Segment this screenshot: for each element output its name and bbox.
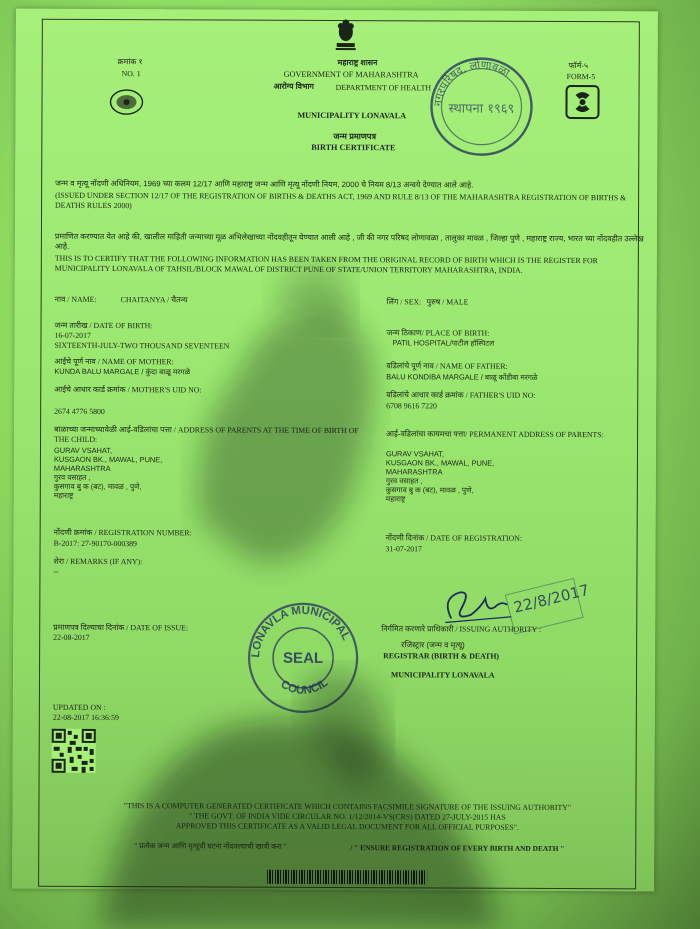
address-at-birth-line: KUSGAON BK., MAWAL, PUNE, — [53, 454, 163, 465]
mother-label: आईचे पूर्ण नाव / NAME OF MOTHER: — [54, 356, 174, 367]
footer-line-2: " THE GOVT. OF INDIA VIDE CIRCULAR NO. 1/12/2014-VS(CRS) DATED 27-JULY-2015 HAS — [189, 811, 506, 822]
issuing-authority-label: निर्गमित करणारे प्राधिकारी / ISSUING AUTHORITY : — [381, 624, 542, 634]
seal-ring-bottom: COUNCIL — [278, 676, 331, 697]
stamp-center-text: स्थापना १९६९ — [448, 101, 515, 117]
date-of-issue-label: प्रमाणपत्र दिल्याचा दिनांक / DATE OF ISSUE: — [53, 622, 189, 633]
seal-ring-top: LONAVLA MUNICIPAL — [249, 604, 352, 658]
barcode-icon — [267, 870, 427, 885]
sex-value: पुरुष / MALE — [426, 297, 469, 307]
date-of-issue-value: 22-08-2017 — [53, 632, 90, 642]
pob-label: जन्म ठिकाण/ PLACE OF BIRTH: — [386, 328, 490, 338]
issued-under-marathi: जन्म व मृत्यू नोंदणी अधिनियम, 1969 च्या कलम 12/17 आणि महाराष्ट्र जन्म आणि मृत्यू नोंदणी नियम, 2000 चे नियम 8/13 अन्वये देण्यात आले आहे. — [55, 178, 474, 190]
name-label: नाव / NAME: — [54, 294, 97, 304]
certify-english: THIS IS TO CERTIFY THAT THE FOLLOWING INFORMATION HAS BEEN TAKEN FROM THE ORIGINAL RECORD OF BIRTH WHICH IS THE REGISTER FOR MUNICIPALITY LONAVALA OF TAHSIL/BLOCK MAWAL OF DISTRICT PUNE OF STATE/UNION TERRITORY MAHARASHTRA, INDIA. — [54, 253, 598, 275]
issued-under-english: (ISSUED UNDER SECTION 12/17 OF THE REGISTRATION OF BIRTHS & DEATHS ACT, 1969 AND RULE 8/13 OF THE MAHARASHTRA REGISTRATION OF BIRTHS & DEATHS RULES 2000) — [55, 190, 627, 210]
registration-number-value: B-2017: 27-90170-000389 — [53, 538, 137, 549]
dob-value: 16-07-2017 — [54, 330, 91, 340]
mother-value: KUNDA BALU MARGALE / कुंदा बाळू मरगळे — [54, 366, 191, 377]
seal-center: SEAL — [283, 649, 324, 667]
sex-label: लिंग / SEX: — [386, 297, 422, 307]
signature-date: 22/8/2017 — [511, 580, 591, 617]
permanent-address-line: कुसगाव बु क (बट), मावळ , पुणे, — [385, 485, 474, 495]
national-emblem-icon — [332, 18, 360, 50]
mother-uid-label: आईचे आधार कार्ड क्रमांक / MOTHER'S UID NO: — [54, 384, 202, 395]
qr-code-icon — [52, 729, 96, 773]
serial-label-marathi: क्रमांक १ — [117, 57, 143, 67]
registrar-marathi: रजिस्ट्रार (जन्म व मृत्यू) — [401, 640, 465, 650]
updated-on-value: 22-08-2017 16:36:59 — [52, 712, 119, 723]
municipal-round-stamp — [427, 54, 535, 158]
registration-date-label: नोंदणी दिनांक / DATE OF REGISTRATION: — [385, 533, 523, 543]
father-uid-label: वडिलांचे आधार कार्ड क्रमांक / FATHER'S UID NO: — [386, 390, 536, 400]
remarks-label: शेरा / REMARKS (IF ANY): — [53, 556, 143, 567]
council-seal — [245, 598, 362, 719]
dob-words: SIXTEENTH-JULY-TWO THOUSAND SEVENTEEN — [54, 340, 230, 351]
dob-label: जन्म तारीख / DATE OF BIRTH: — [54, 320, 153, 331]
form-number-english: FORM-5 — [566, 72, 596, 82]
address-at-birth-line: GURAV VSAHAT, — [53, 445, 113, 456]
footer-line-1: "THIS IS A COMPUTER GENERATED CERTIFICATE WHICH CONTAINS FACSIMILE SIGNATURE OF THE ISSUING AUTHORITY" — [123, 801, 572, 813]
permanent-address-line: गुरव वसाहत , — [385, 476, 423, 486]
address-at-birth-line: MAHARASHTRA — [53, 463, 111, 474]
registration-date-value: 31-07-2017 — [385, 544, 422, 554]
municipality-name: MUNICIPALITY LONAVALA — [297, 110, 407, 121]
permanent-address-label: आई-वडिलांचा कायमचा पत्ता/ PERMANENT ADDRESS OF PARENTS: — [386, 429, 604, 440]
address-at-birth-label: बाळाच्या जन्माच्यावेळी आई-वडिलांचा पत्ता / ADDRESS OF PARENTS AT THE TIME OF BIRTH OF THE CHILD: — [54, 424, 359, 444]
maharashtra-shasan-marathi: महाराष्ट्र शासन — [337, 58, 378, 68]
address-at-birth-line: कुसगाव बु क (बट), मावळ , पुणे, — [53, 481, 142, 492]
registrar-english: REGISTRAR (BIRTH & DEATH) — [383, 651, 500, 661]
registration-number-label: नोंदणी क्रमांक / REGISTRATION NUMBER: — [53, 527, 192, 538]
certify-marathi: प्रमाणित करण्यात येत आहे की, खालील माहिती जन्माच्या मूळ अभिलेखाच्या नोंदवहीतून घेण्यात आली आहे , जी की नगर परिषद लोणावळा , तालुका मावळ , जिल्हा पुणे , महाराष्ट्र राज्य, भारत च्या नोंदवहीत उल्लेख आहे. — [54, 231, 644, 251]
remarks-value: -- — [53, 566, 59, 576]
arogya-vibhag-marathi: आरोग्य विभाग — [273, 81, 314, 91]
footer-slogan-marathi: " प्रत्येक जन्म आणि मृत्यूची घटना नोंदवल्याची खात्री करा " — [134, 841, 287, 851]
registrar-municipality: MUNICIPALITY LONAVALA — [391, 670, 495, 680]
certificate-sheet — [12, 9, 658, 892]
pob-value: PATIL HOSPITAL/पाटील हॉस्पिटल — [392, 338, 495, 348]
address-at-birth-line: महाराष्ट्र — [53, 490, 74, 500]
father-value: BALU KONDIBA MARGALE / बाळू कोंडीबा मरगळे — [386, 372, 538, 382]
registration-logo-icon — [565, 85, 599, 119]
permanent-address-line: GURAV VSAHAT, — [385, 449, 445, 459]
father-label: वडिलांचे पूर्ण नाव / NAME OF FATHER: — [386, 361, 508, 371]
updated-on-label: UPDATED ON : — [52, 702, 106, 713]
permanent-address-line: MAHARASHTRA — [385, 467, 443, 477]
mother-uid-value: 2674 4776 5800 — [54, 406, 105, 416]
certificate-title-english: BIRTH CERTIFICATE — [311, 142, 396, 153]
footer-line-3: APPROVED THIS CERTIFICATE AS A VALID LEGAL DOCUMENT FOR ALL OFFICIAL PURPOSES". — [175, 821, 519, 832]
permanent-address-line: महाराष्ट्र — [385, 494, 406, 504]
address-at-birth-line: गुरव वसाहत , — [53, 472, 91, 482]
footer-slogan-english: / " ENSURE REGISTRATION OF EVERY BIRTH AND DEATH " — [350, 843, 565, 854]
father-uid-value: 6708 9616 7220 — [386, 401, 437, 411]
permanent-address-line: KUSGAON BK., MAWAL, PUNE, — [385, 458, 495, 468]
form-number-marathi: फॉर्म-५ — [568, 61, 589, 71]
stamp-ring-text: नगरपरिषद, लोणावळा — [431, 58, 512, 107]
department-of-health: DEPARTMENT OF HEALTH — [335, 82, 432, 93]
government-of-maharashtra: GOVERNMENT OF MAHARASHTRA — [283, 69, 419, 80]
municipal-crest-icon — [107, 87, 145, 117]
svg-text:नगरपरिषद, लोणावळा — [431, 58, 512, 107]
svg-text:COUNCIL — [278, 677, 330, 697]
name-value: CHAITANYA / चैतन्य — [120, 295, 188, 305]
certificate-title-marathi: जन्म प्रमाणपत्र — [333, 131, 377, 142]
serial-label-english: NO. 1 — [121, 69, 141, 79]
